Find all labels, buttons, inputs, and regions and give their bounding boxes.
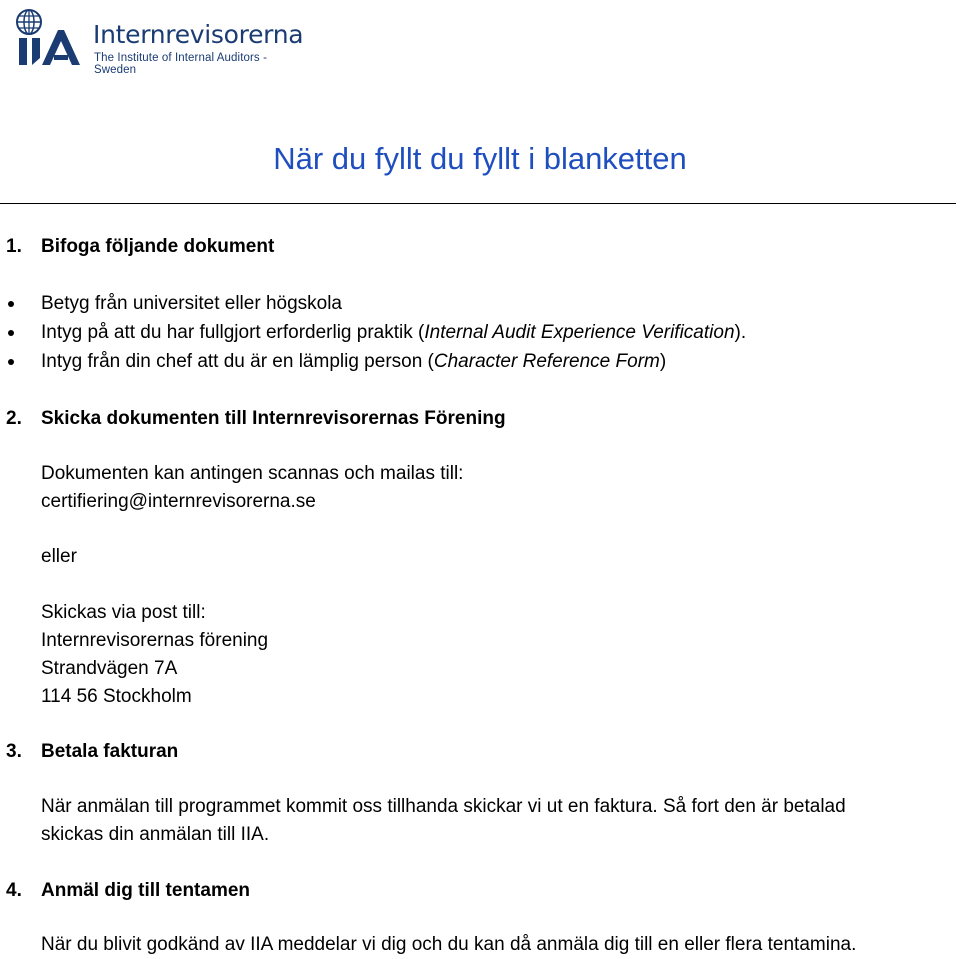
- section-3-line-2: skickas din anmälan till IIA.: [41, 824, 270, 845]
- section-3-title: Betala fakturan: [41, 741, 179, 762]
- page-title: [0, 142, 960, 176]
- section-4-number: 4.: [6, 880, 22, 901]
- address-org: Internrevisorernas förening: [41, 630, 269, 651]
- section-1-number: 1.: [6, 236, 22, 257]
- section-1-bullet-3: Intyg från din chef att du är en lämplig person (Character Reference Form): [41, 351, 667, 372]
- iia-globe-logo-icon: [14, 8, 86, 68]
- section-4-title: Anmäl dig till tentamen: [41, 880, 251, 901]
- section-2-line-post: Skickas via post till:: [41, 602, 206, 623]
- section-3-number: 3.: [6, 741, 22, 762]
- page-title-text: När du fyllt du fyllt i blanketten: [273, 141, 687, 176]
- address-street: Strandvägen 7A: [41, 658, 178, 679]
- section-2-title: Skicka dokumenten till Internrevisorernas Förening: [41, 408, 506, 429]
- section-2-line-1: Dokumenten kan antingen scannas och mailas till:: [41, 463, 464, 484]
- title-divider: [0, 203, 956, 204]
- section-1-title: Bifoga följande dokument: [41, 236, 275, 257]
- section-2-number: 2.: [6, 408, 22, 429]
- address-city: 114 56 Stockholm: [41, 686, 192, 707]
- logo-name: Internrevisorerna: [93, 20, 304, 49]
- bullet-icon: [8, 330, 14, 336]
- section-1-bullet-1: Betyg från universitet eller högskola: [41, 293, 342, 314]
- logo-tagline: The Institute of Internal Auditors - Sweden: [94, 52, 267, 76]
- section-4-line-1: När du blivit godkänd av IIA meddelar vi dig och du kan då anmäla dig till en eller flera tentamina.: [41, 934, 857, 955]
- section-1-bullet-2: Intyg på att du har fullgjort erforderlig praktik (Internal Audit Experience Verification).: [41, 322, 747, 343]
- section-3-line-1: När anmälan till programmet kommit oss tillhanda skickar vi ut en faktura. Så fort den är betalad: [41, 796, 846, 817]
- iia-logo: [14, 8, 304, 76]
- bullet-icon: [8, 301, 14, 307]
- bullet-icon: [8, 359, 14, 365]
- email-address: certifiering@internrevisorerna.se: [41, 491, 316, 512]
- section-2-line-or: eller: [41, 546, 77, 567]
